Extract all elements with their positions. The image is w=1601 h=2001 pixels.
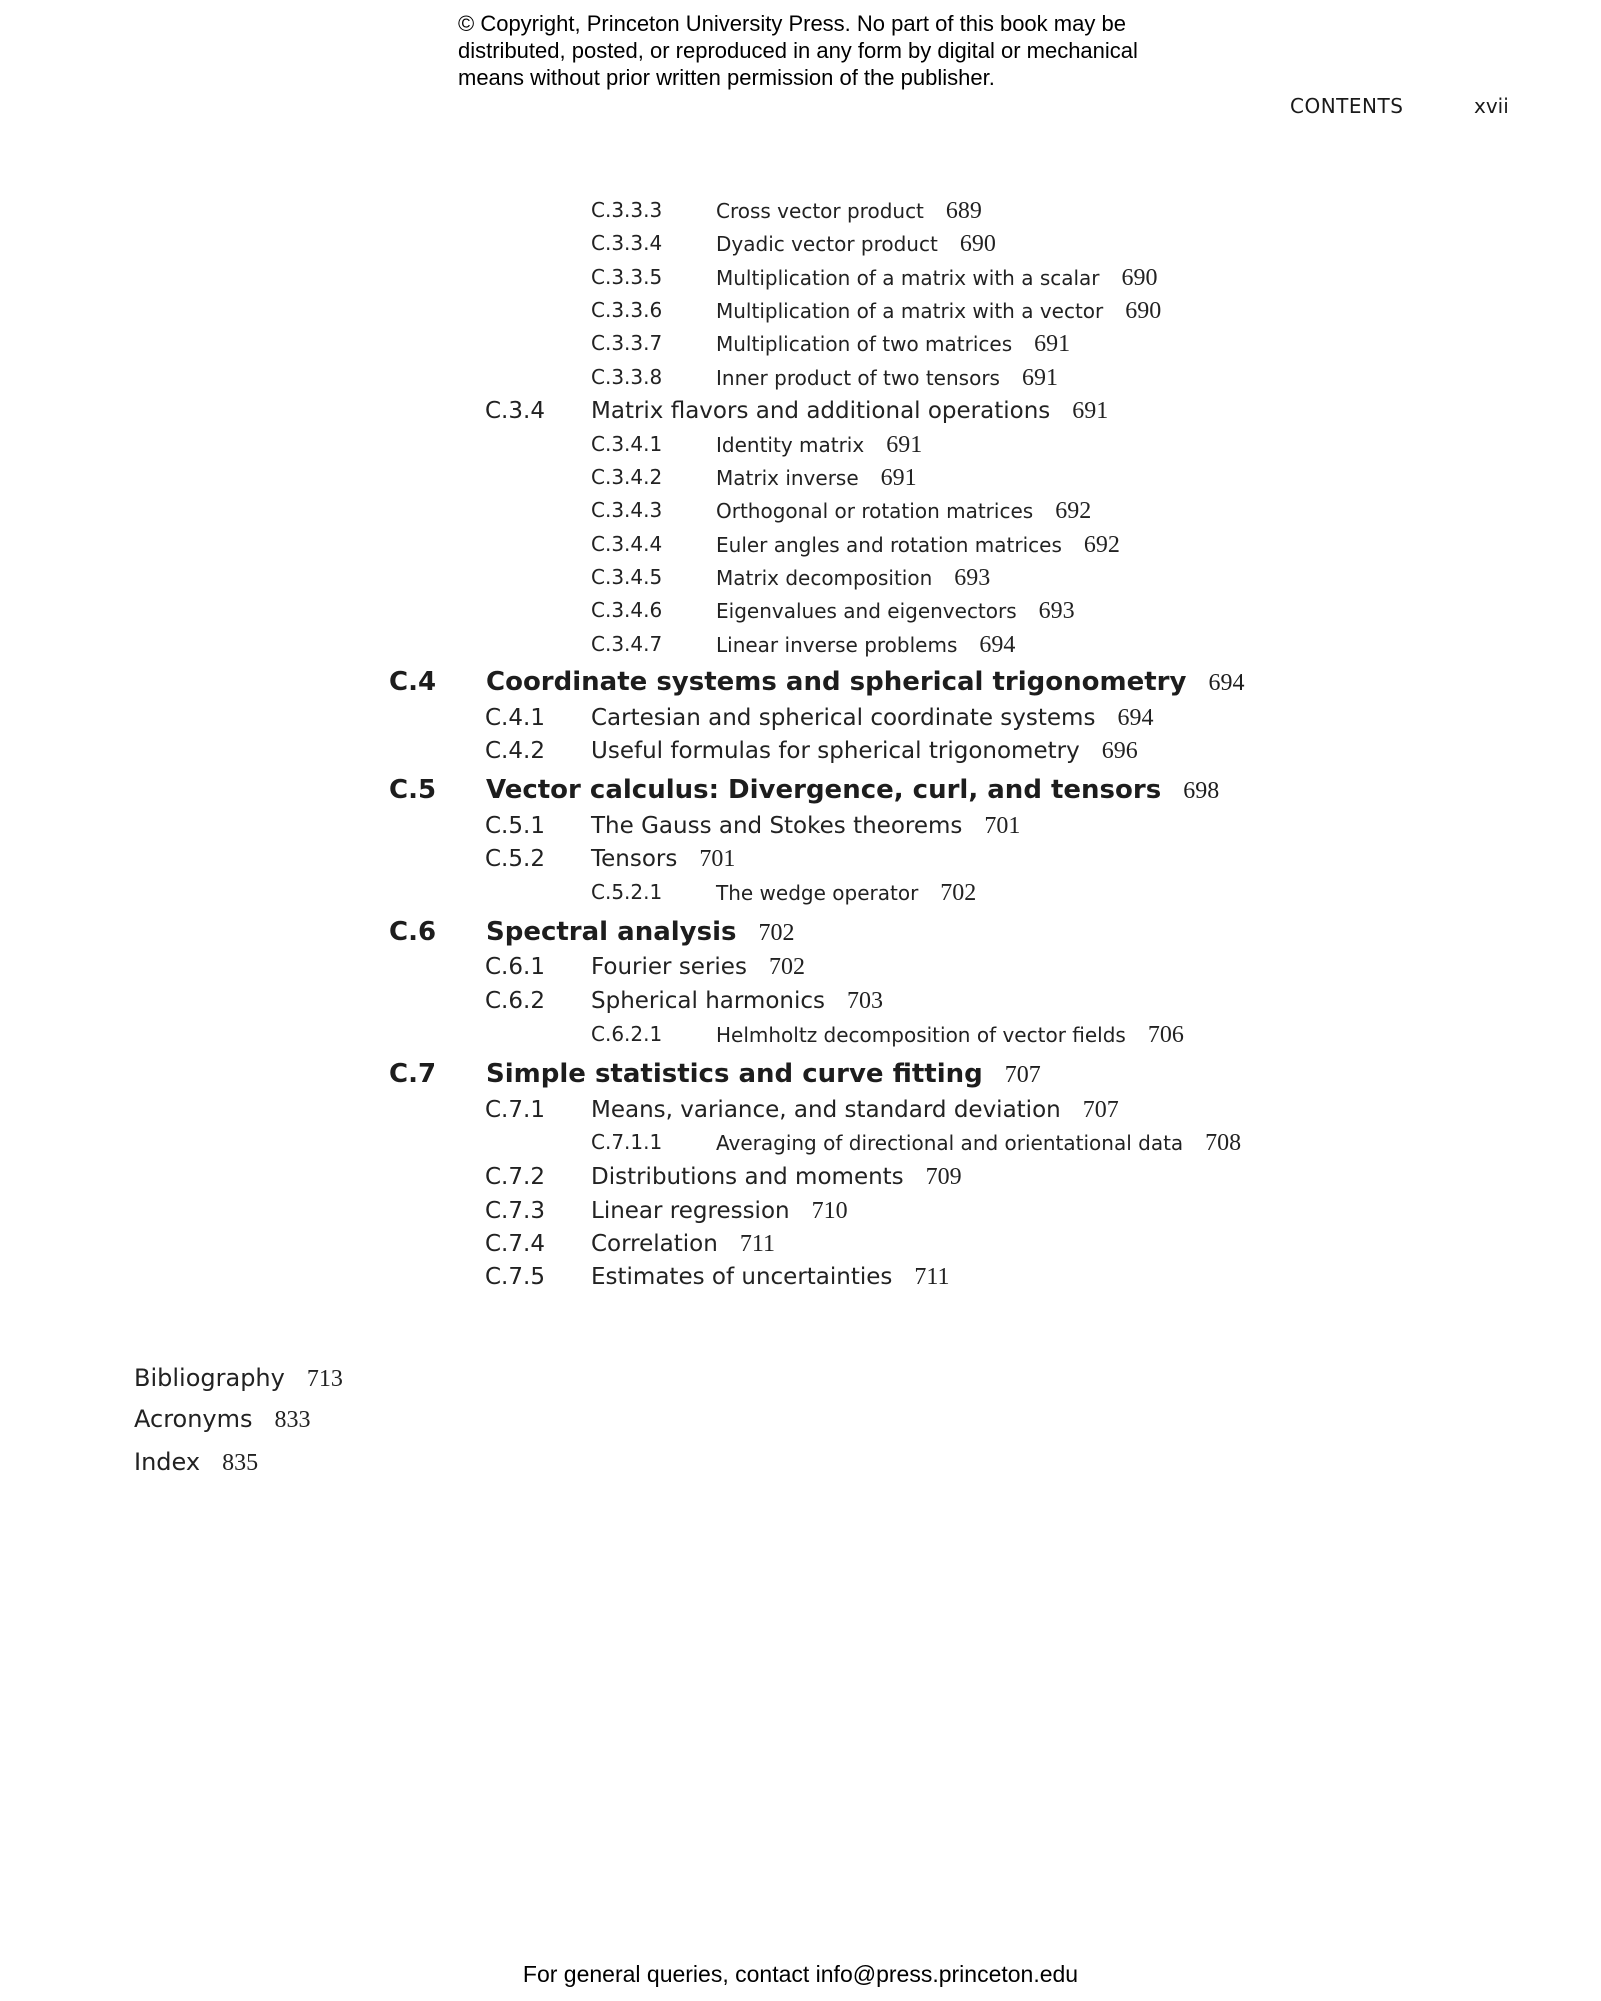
toc-entry-title-text: Simple statistics and curve fitting <box>486 1059 983 1089</box>
toc-entry-title <box>591 705 1153 732</box>
toc-entry-title-text: Cartesian and spherical coordinate systems <box>591 705 1096 731</box>
toc-entry-title-text: Eigenvalues and eigenvectors <box>716 599 1017 623</box>
toc-entry-title <box>486 1059 1041 1089</box>
toc-entry-title-text: Vector calculus: Divergence, curl, and tensors <box>486 775 1162 805</box>
toc-entry-title-text: Linear regression <box>591 1198 790 1224</box>
toc-entry-number: C.3.4.7 <box>591 632 663 656</box>
toc-entry-number: C.7 <box>389 1059 437 1089</box>
toc-entry-page: 702 <box>940 880 977 906</box>
back-matter-title: Bibliography <box>134 1364 285 1392</box>
toc-entry-number: C.3.4.2 <box>591 465 663 489</box>
toc-entry-number: C.4 <box>389 667 437 697</box>
toc-entry-page: 702 <box>768 954 805 980</box>
toc-entry-number: C.3.3.4 <box>591 231 663 255</box>
toc-entry-page: 711 <box>739 1231 775 1257</box>
toc-entry-title-text: Spectral analysis <box>486 917 737 947</box>
back-matter-entry <box>134 1448 258 1477</box>
toc-entry-page: 709 <box>925 1164 962 1190</box>
toc-entry-title <box>486 775 1219 805</box>
toc-entry-title-text: Averaging of directional and orientational data <box>716 1131 1184 1155</box>
toc-entry-title-text: Dyadic vector product <box>716 232 938 256</box>
toc-entry-number: C.7.3 <box>485 1198 545 1224</box>
toc-entry-page: 691 <box>880 465 917 491</box>
toc-entry-page: 693 <box>954 565 991 591</box>
toc-entry-number: C.4.1 <box>485 705 545 731</box>
toc-entry-title <box>716 632 1015 659</box>
toc-entry-number: C.3.4.6 <box>591 598 663 622</box>
toc-entry-page: 694 <box>1117 705 1154 731</box>
toc-entry-title-text: Orthogonal or rotation matrices <box>716 499 1034 523</box>
toc-entry-title <box>716 432 922 459</box>
back-matter-page: 833 <box>274 1407 311 1433</box>
toc-entry-number: C.3.3.5 <box>591 265 663 289</box>
toc-entry-number: C.3.4.3 <box>591 498 663 522</box>
toc-entry-title <box>591 954 805 981</box>
copyright-line: means without prior written permission of the publisher. <box>458 65 995 90</box>
toc-entry-page: 690 <box>1125 298 1162 324</box>
toc-entry-title-text: Multiplication of a matrix with a vector <box>716 299 1104 323</box>
toc-entry-number: C.5.2 <box>485 846 545 872</box>
toc-entry-number: C.3.4.5 <box>591 565 663 589</box>
toc-entry-page: 698 <box>1183 778 1220 804</box>
toc-entry-number: C.7.5 <box>485 1264 545 1290</box>
toc-entry-title-text: Identity matrix <box>716 433 865 457</box>
toc-entry-title-text: Matrix flavors and additional operations <box>591 398 1051 424</box>
toc-entry-title <box>716 465 917 492</box>
toc-entry-page: 692 <box>1083 532 1120 558</box>
back-matter-page: 713 <box>306 1366 343 1392</box>
toc-entry-page: 693 <box>1038 598 1075 624</box>
toc-entry-number: C.7.2 <box>485 1164 545 1190</box>
toc-entry-page: 703 <box>847 988 884 1014</box>
toc-entry-number: C.6 <box>389 917 437 947</box>
toc-entry-title <box>591 1264 950 1291</box>
toc-entry-title <box>716 598 1075 625</box>
toc-entry-title <box>591 1164 962 1191</box>
toc-entry-page: 710 <box>811 1198 848 1224</box>
toc-entry-number: C.5 <box>389 775 437 805</box>
back-matter-page: 835 <box>222 1450 259 1476</box>
toc-entry-title-text: Correlation <box>591 1231 718 1257</box>
toc-entry-number: C.5.1 <box>485 813 545 839</box>
toc-entry-title-text: Helmholtz decomposition of vector fields <box>716 1023 1126 1047</box>
toc-entry-title <box>716 331 1070 358</box>
back-matter-entry <box>134 1364 343 1393</box>
toc-entry-title <box>716 1022 1184 1049</box>
toc-entry-number: C.3.4.4 <box>591 532 663 556</box>
toc-entry-title-text: Spherical harmonics <box>591 988 826 1014</box>
toc-entry-title-text: Means, variance, and standard deviation <box>591 1097 1061 1123</box>
copyright-notice <box>458 10 1178 91</box>
toc-entry-title-text: Cross vector product <box>716 199 924 223</box>
toc-entry-title <box>716 198 982 225</box>
toc-entry-title-text: Fourier series <box>591 954 747 980</box>
toc-entry-page: 707 <box>1082 1097 1119 1123</box>
toc-entry-page: 692 <box>1055 498 1092 524</box>
toc-entry-page: 691 <box>886 432 923 458</box>
toc-entry-title-text: Linear inverse problems <box>716 633 958 657</box>
toc-entry-title <box>486 917 794 947</box>
toc-entry-number: C.3.3.7 <box>591 331 663 355</box>
toc-entry-title <box>716 298 1161 325</box>
toc-entry-title <box>716 365 1058 392</box>
toc-entry-title <box>591 398 1108 425</box>
toc-entry-page: 696 <box>1101 738 1138 764</box>
toc-entry-number: C.3.3.6 <box>591 298 663 322</box>
toc-entry-title <box>591 1231 775 1258</box>
toc-entry-page: 694 <box>979 632 1016 658</box>
toc-entry-title-text: Inner product of two tensors <box>716 366 1000 390</box>
toc-entry-title-text: Multiplication of a matrix with a scalar <box>716 266 1100 290</box>
toc-entry-title <box>591 738 1138 765</box>
toc-entry-title-text: Multiplication of two matrices <box>716 332 1013 356</box>
toc-entry-title-text: Estimates of uncertainties <box>591 1264 893 1290</box>
toc-entry-page: 691 <box>1034 331 1071 357</box>
toc-entry-title-text: Tensors <box>591 846 678 872</box>
toc-entry-title-text: Matrix decomposition <box>716 566 933 590</box>
toc-entry-page: 706 <box>1147 1022 1184 1048</box>
toc-entry-title <box>591 1198 848 1225</box>
toc-entry-title-text: The Gauss and Stokes theorems <box>591 813 963 839</box>
back-matter-title: Acronyms <box>134 1405 253 1433</box>
toc-entry-number: C.7.1.1 <box>591 1130 663 1154</box>
toc-entry-number: C.3.4 <box>485 398 545 424</box>
page-number: xvii <box>1474 94 1509 118</box>
toc-entry-title-text: Distributions and moments <box>591 1164 904 1190</box>
toc-entry-page: 690 <box>959 231 996 257</box>
toc-entry-page: 701 <box>699 846 736 872</box>
back-matter-title: Index <box>134 1448 201 1476</box>
toc-entry-title <box>716 532 1120 559</box>
toc-entry-number: C.6.2.1 <box>591 1022 663 1046</box>
toc-entry-title <box>716 880 976 907</box>
toc-entry-title <box>591 988 883 1015</box>
toc-entry-title <box>591 1097 1119 1124</box>
toc-entry-title <box>591 846 735 873</box>
toc-entry-page: 702 <box>758 920 795 946</box>
toc-entry-page: 707 <box>1004 1062 1041 1088</box>
toc-entry-title-text: Matrix inverse <box>716 466 859 490</box>
copyright-line: © Copyright, Princeton University Press. No part of this book may be <box>458 11 1126 36</box>
toc-entry-number: C.7.1 <box>485 1097 545 1123</box>
toc-entry-title-text: Euler angles and rotation matrices <box>716 533 1062 557</box>
toc-entry-page: 691 <box>1072 398 1109 424</box>
toc-entry-page: 690 <box>1121 265 1158 291</box>
toc-entry-page: 711 <box>914 1264 950 1290</box>
toc-entry-title-text: The wedge operator <box>716 881 919 905</box>
toc-entry-page: 708 <box>1205 1130 1242 1156</box>
toc-entry-number: C.7.4 <box>485 1231 545 1257</box>
toc-entry-title <box>716 265 1158 292</box>
footer-contact: For general queries, contact info@press.princeton.edu <box>522 1961 1079 1987</box>
toc-entry-title <box>716 565 990 592</box>
running-head: CONTENTS <box>1290 94 1404 118</box>
toc-entry-number: C.4.2 <box>485 738 545 764</box>
toc-entry-title-text: Useful formulas for spherical trigonometry <box>591 738 1080 764</box>
toc-entry-page: 694 <box>1208 670 1245 696</box>
back-matter-entry <box>134 1405 311 1434</box>
toc-entry-number: C.6.1 <box>485 954 545 980</box>
toc-entry-page: 691 <box>1021 365 1058 391</box>
toc-entry-title <box>591 813 1020 840</box>
toc-entry-page: 689 <box>945 198 982 224</box>
toc-entry-title <box>716 1130 1241 1157</box>
toc-entry-number: C.3.4.1 <box>591 432 663 456</box>
toc-entry-title <box>716 231 996 258</box>
toc-entry-number: C.5.2.1 <box>591 880 663 904</box>
toc-entry-title <box>486 667 1244 697</box>
toc-entry-title <box>716 498 1091 525</box>
toc-entry-number: C.3.3.8 <box>591 365 663 389</box>
toc-entry-title-text: Coordinate systems and spherical trigonometry <box>486 667 1187 697</box>
copyright-line: distributed, posted, or reproduced in any form by digital or mechanical <box>458 38 1138 63</box>
toc-entry-number: C.6.2 <box>485 988 545 1014</box>
toc-entry-page: 701 <box>984 813 1021 839</box>
toc-entry-number: C.3.3.3 <box>591 198 663 222</box>
